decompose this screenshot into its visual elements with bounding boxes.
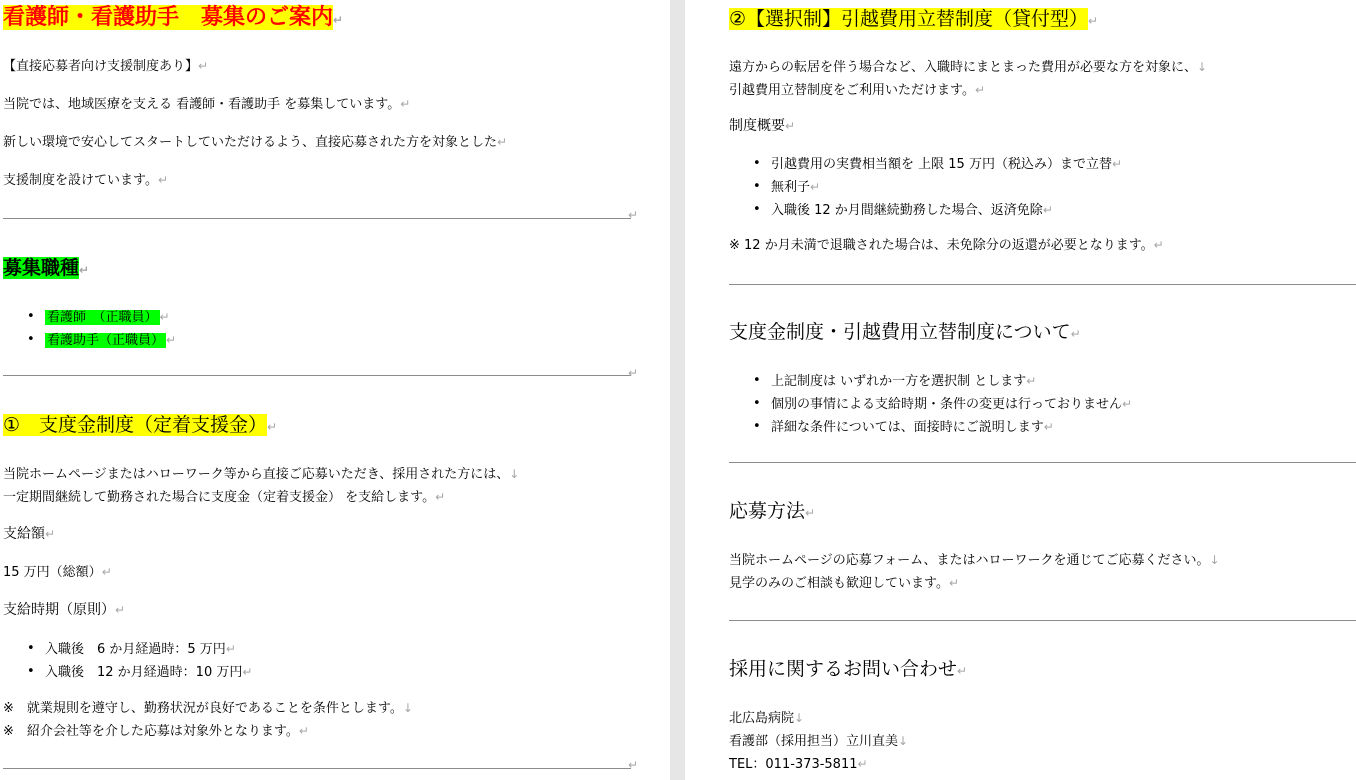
overview-label-text: 制度概要 [729,118,785,134]
document-page-left [0,0,670,780]
overview-list [753,153,1122,222]
title-text: 看護師・看護助手 募集のご案内 [3,5,334,30]
paragraph-mark: ↵ [400,97,411,111]
moving-heading[interactable] [729,5,1098,35]
about-item: 詳細な条件については、面接時にご説明します [771,420,1044,435]
line-break-mark: ↓ [898,734,909,748]
bonus-note-1: ※ 就業規則を遵守し、勤務状況が良好であることを条件とします。 [3,701,403,716]
bonus-line-1: 当院ホームページまたはハローワーク等から直接ご応募いただき、採用された方には、 [3,467,510,482]
timing-label-text: 支給時期（原則） [3,602,115,618]
list-item[interactable] [753,370,1132,393]
contact-hospital: 北広島病院 [729,711,795,726]
jobs-heading-text: 募集職種 [3,257,80,279]
paragraph-mark: ↵ [974,83,986,97]
moving-line-2: 引越費用立替制度をご利用いただけます。 [729,83,975,98]
document-title[interactable] [3,2,343,36]
paragraph-mark: ↵ [1088,14,1099,28]
paragraph-mark: ↵ [435,490,446,504]
moving-description[interactable] [729,56,1207,102]
horizontal-rule [729,620,1356,621]
paragraph-mark: ↵ [198,59,209,73]
intro-line-1: 【直接応募者向け支援制度あり】 [3,59,199,74]
amount-label-text: 支給額 [3,526,45,542]
paragraph-mark: ↵ [805,506,816,520]
paragraph-mark: ↵ [159,310,170,324]
moving-heading-text: ②【選択制】引越費用立替制度（貸付型） [729,8,1089,30]
intro-line-3: 新しい環境で安心してスタートしていただけるよう、直接応募された方を対象とした [3,135,498,150]
contact-person: 看護部（採用担当）立川直美 [729,734,899,749]
jobs-list [27,306,176,352]
paragraph-mark: ↵ [157,173,169,187]
paragraph-mark: ↵ [79,263,90,277]
page-gutter [670,0,685,780]
paragraph-mark: ↵ [1026,374,1037,388]
about-heading[interactable] [729,318,1081,348]
intro-line-2: 当院では、地域医療を支える 看護師・看護助手 を募集しています。 [3,97,401,112]
line-break-mark: ↓ [402,701,413,715]
timing-item: 入職後 12 か月経過時：10 万円 [45,665,243,680]
list-item[interactable] [753,393,1132,416]
overview-label[interactable] [729,115,795,137]
amount-label[interactable] [3,523,55,545]
paragraph-mark: ↵ [1043,420,1054,434]
bonus-note-2: ※ 紹介会社等を介した応募は対象外となります。 [3,724,299,739]
overview-item: 引越費用の実費相当額を 上限 15 万円（税込み）まで立替 [771,157,1112,172]
document-page-right [685,0,1356,780]
list-item[interactable] [27,638,252,661]
paragraph-mark: ↵ [1111,157,1123,171]
contact-heading[interactable] [729,655,967,685]
paragraph-mark: ↵ [1122,397,1133,411]
paragraph-mark: ↵ [628,758,639,772]
apply-heading-text: 応募方法 [729,500,806,522]
job-item-assistant: 看護助手（正職員） [47,333,165,348]
timing-list [27,638,252,684]
timing-label[interactable] [3,599,125,621]
line-break-mark: ↓ [509,467,520,481]
paragraph-mark: ↵ [225,642,236,656]
paragraph-mark: ↵ [628,366,639,380]
apply-line-2: 見学のみのご相談も歓迎しています。 [729,576,949,591]
overview-item: 無利子 [771,180,811,195]
paragraph-mark: ↵ [242,665,253,679]
about-heading-text: 支度金制度・引越費用立替制度について [729,321,1071,343]
paragraph-mark: ↵ [857,757,868,771]
contact-heading-text: 採用に関するお問い合わせ [729,658,958,680]
intro-line-4: 支援制度を設けています。 [3,173,158,188]
bonus-description[interactable] [3,463,519,509]
paragraph-mark: ↵ [45,527,56,541]
horizontal-rule [729,284,1356,285]
paragraph-mark: ↵ [628,208,639,222]
paragraph-mark: ↵ [115,603,126,617]
paragraph-mark: ↵ [948,576,960,590]
about-item: 個別の事情による支給時期・条件の変更は行っておりません [771,397,1123,412]
paragraph-mark: ↵ [497,135,508,149]
horizontal-rule [3,218,631,219]
paragraph-mark: ↵ [957,664,968,678]
moving-note[interactable] [729,234,1164,257]
contact-details[interactable] [729,707,908,776]
horizontal-rule [729,462,1356,463]
horizontal-rule [3,375,631,376]
amount-value[interactable] [3,561,112,584]
bonus-notes[interactable] [3,697,413,743]
moving-line-1: 遠方からの転居を伴う場合など、入職時にまとまった費用が必要な方を対象に、 [729,60,1198,75]
paragraph-mark: ↵ [1153,238,1164,252]
paragraph-mark: ↵ [785,119,796,133]
paragraph-mark: ↵ [101,565,112,579]
intro-paragraph[interactable] [3,93,410,116]
list-item[interactable] [753,176,1122,199]
intro-paragraph[interactable] [3,169,168,192]
line-break-mark: ↓ [1197,60,1208,74]
amount-value-text: 15 万円（総額） [3,565,102,580]
intro-paragraph[interactable] [3,55,208,78]
apply-description[interactable] [729,549,1220,595]
about-list [753,370,1132,439]
list-item[interactable] [753,199,1122,222]
paragraph-mark: ↵ [298,724,309,738]
list-item[interactable] [753,416,1132,439]
bonus-heading-text: ① 支度金制度（定着支援金） [3,414,268,436]
intro-paragraph[interactable] [3,131,507,154]
about-item: 上記制度は いずれか一方を選択制 とします [771,374,1027,389]
jobs-heading[interactable] [3,254,89,284]
bonus-line-2: 一定期間継続して勤務された場合に支度金（定着支援金） を支給します。 [3,490,436,505]
overview-item: 入職後 12 か月間継続勤務した場合、返済免除 [771,203,1043,218]
horizontal-rule [3,768,631,769]
job-item-nurse: 看護師 （正職員） [47,310,158,325]
line-break-mark: ↓ [1209,553,1220,567]
list-item[interactable] [753,153,1122,176]
timing-item: 入職後 6 か月経過時：5 万円 [45,642,226,657]
list-item[interactable] [27,661,252,684]
paragraph-mark: ↵ [1042,203,1053,217]
apply-heading[interactable] [729,497,815,527]
paragraph-mark: ↵ [267,420,278,434]
list-item[interactable] [27,329,176,352]
paragraph-mark: ↵ [166,333,177,347]
apply-line-1: 当院ホームページの応募フォーム、またはハローワークを通じてご応募ください。 [729,553,1210,568]
contact-phone: TEL：011-373-5811 [729,757,858,772]
paragraph-mark: ↵ [333,13,344,27]
bonus-heading[interactable] [3,411,277,441]
line-break-mark: ↓ [794,711,805,725]
paragraph-mark: ↵ [810,180,821,194]
moving-note-text: ※ 12 か月未満で退職された場合は、未免除分の返還が必要となります。 [729,238,1154,253]
paragraph-mark: ↵ [1070,327,1081,341]
list-item[interactable] [27,306,176,329]
